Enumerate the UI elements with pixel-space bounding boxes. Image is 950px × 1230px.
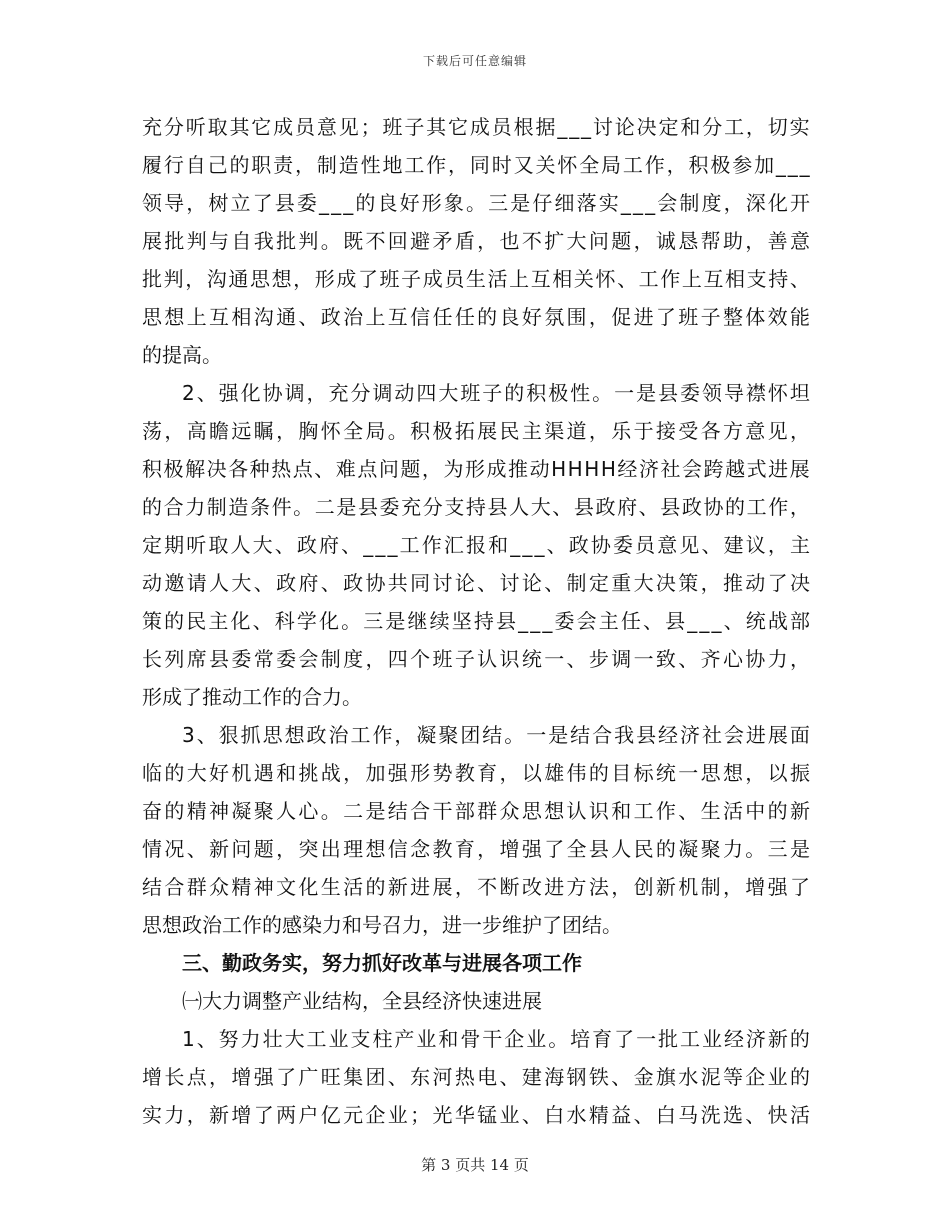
text-line: 形成了推动工作的合力。 [142,685,362,709]
text-line: 结 合 群 众 精 神 文 化 生 活 的 新 进 展 ， 不 断 改 进 方 法 ， 创 新 机 制 ， 增 强 了 [142,875,810,899]
text-line: 3 、 狠 抓 思 想 政 治 工 作 ， 凝 聚 团 结 。 一 是 结 合 我 县 经 济 社 会 进 展 面 [182,723,810,747]
document-body [142,108,810,1134]
text-line: 的 合 力 制 造 条 件 。 二 是 县 委 充 分 支 持 县 人 大 、 县 政 府 、 县 政 协 的 工 作 ， [142,495,810,519]
text-line: 奋 的 精 神 凝 聚 人 心 。 二 是 结 合 干 部 群 众 思 想 认 识 和 工 作 、 生 活 中 的 新 [142,799,810,823]
text-line: 充 分 听 取 其 它 成 员 意 见 ； 班 子 其 它 成 员 根 据 _ _ _ 讨 论 决 定 和 分 工 ， 切 实 [142,115,810,139]
text-line: 思想政治工作的感染力和号召力，进一步维护了团结。 [142,913,622,937]
text-line: 2 、 强 化 协 调 ， 充 分 调 动 四 大 班 子 的 积 极 性 。 一 是 县 委 领 导 襟 怀 坦 [182,381,810,405]
text-line: 积 极 解 决 各 种 热 点 、 难 点 问 题 ， 为 形 成 推 动 H H H H 经 济 社 会 跨 越 式 进 展 [142,457,810,481]
section-heading: 三、勤政务实，努力抓好改革与进展各项工作 [182,951,582,975]
text-line: 的提高。 [142,343,222,367]
text-line: 履 行 自 己 的 职 责 ， 制 造 性 地 工 作 ， 同 时 又 关 怀 全 局 工 作 ， 积 极 参 加 _ _ _ [142,153,810,177]
text-line: 临 的 大 好 机 遇 和 挑 战 ， 加 强 形 势 教 育 ， 以 雄 伟 的 目 标 统 一 思 想 ， 以 振 [142,761,810,785]
text-line: 动 邀 请 人 大 、 政 府 、 政 协 共 同 讨 论 、 讨 论 、 制 定 重 大 决 策 ， 推 动 了 决 [142,571,810,595]
text-line: 批 判 ， 沟 通 思 想 ， 形 成 了 班 子 成 员 生 活 上 互 相 关 怀 、 工 作 上 互 相 支 持 、 [142,267,810,291]
text-line: 思 想 上 互 相 沟 通 、 政 治 上 互 信 任 任 的 良 好 氛 围 ， 促 进 了 班 子 整 体 效 能 [142,305,810,329]
text-line: 荡 ， 高 瞻 远 瞩 ， 胸 怀 全 局 。 积 极 拓 展 民 主 渠 道 ， 乐 于 接 受 各 方 意 见 ， [142,419,810,443]
text-line: 策 的 民 主 化 、 科 学 化 。 三 是 继 续 坚 持 县 _ _ _ 委 会 主 任 、 县 _ _ _ 、 统 战 部 [142,609,810,633]
text-line: 实 力 ， 新 增 了 两 户 亿 元 企 业 ； 光 华 锰 业 、 白 水 精 益 、 白 马 洗 选 、 快 活 [142,1103,810,1127]
text-line: 领 导 ， 树 立 了 县 委 _ _ _ 的 良 好 形 象 。 三 是 仔 细 落 实 _ _ _ 会 制 度 ， 深 化 开 [142,191,810,215]
text-line: 增 长 点 ， 增 强 了 广 旺 集 团 、 东 河 热 电 、 建 海 钢 铁 、 金 旗 水 泥 等 企 业 的 [142,1065,810,1089]
text-line: 长 列 席 县 委 常 委 会 制 度 ， 四 个 班 子 认 识 统 一 、 步 调 一 致 、 齐 心 协 力 ， [142,647,810,671]
page-header: 下载后可任意编辑 [422,54,527,68]
page-number: 第 3 页共 14 页 [421,1156,529,1174]
text-line: 定 期 听 取 人 大 、 政 府 、 _ _ _ 工 作 汇 报 和 _ _ _ 、 政 协 委 员 意 见 、 建 议 ， 主 [142,533,810,557]
text-line: 1 、 努 力 壮 大 工 业 支 柱 产 业 和 骨 干 企 业 。 培 育 了 一 批 工 业 经 济 新 的 [182,1027,810,1051]
subsection-heading: ㈠大力调整产业结构，全县经济快速进展 [182,989,542,1013]
text-line: 情 况 、 新 问 题 ， 突 出 理 想 信 念 教 育 ， 增 强 了 全 县 人 民 的 凝 聚 力 。 三 是 [142,837,810,861]
text-line: 展 批 判 与 自 我 批 判 。 既 不 回 避 矛 盾 ， 也 不 扩 大 问 题 ， 诚 恳 帮 助 ， 善 意 [142,229,810,253]
